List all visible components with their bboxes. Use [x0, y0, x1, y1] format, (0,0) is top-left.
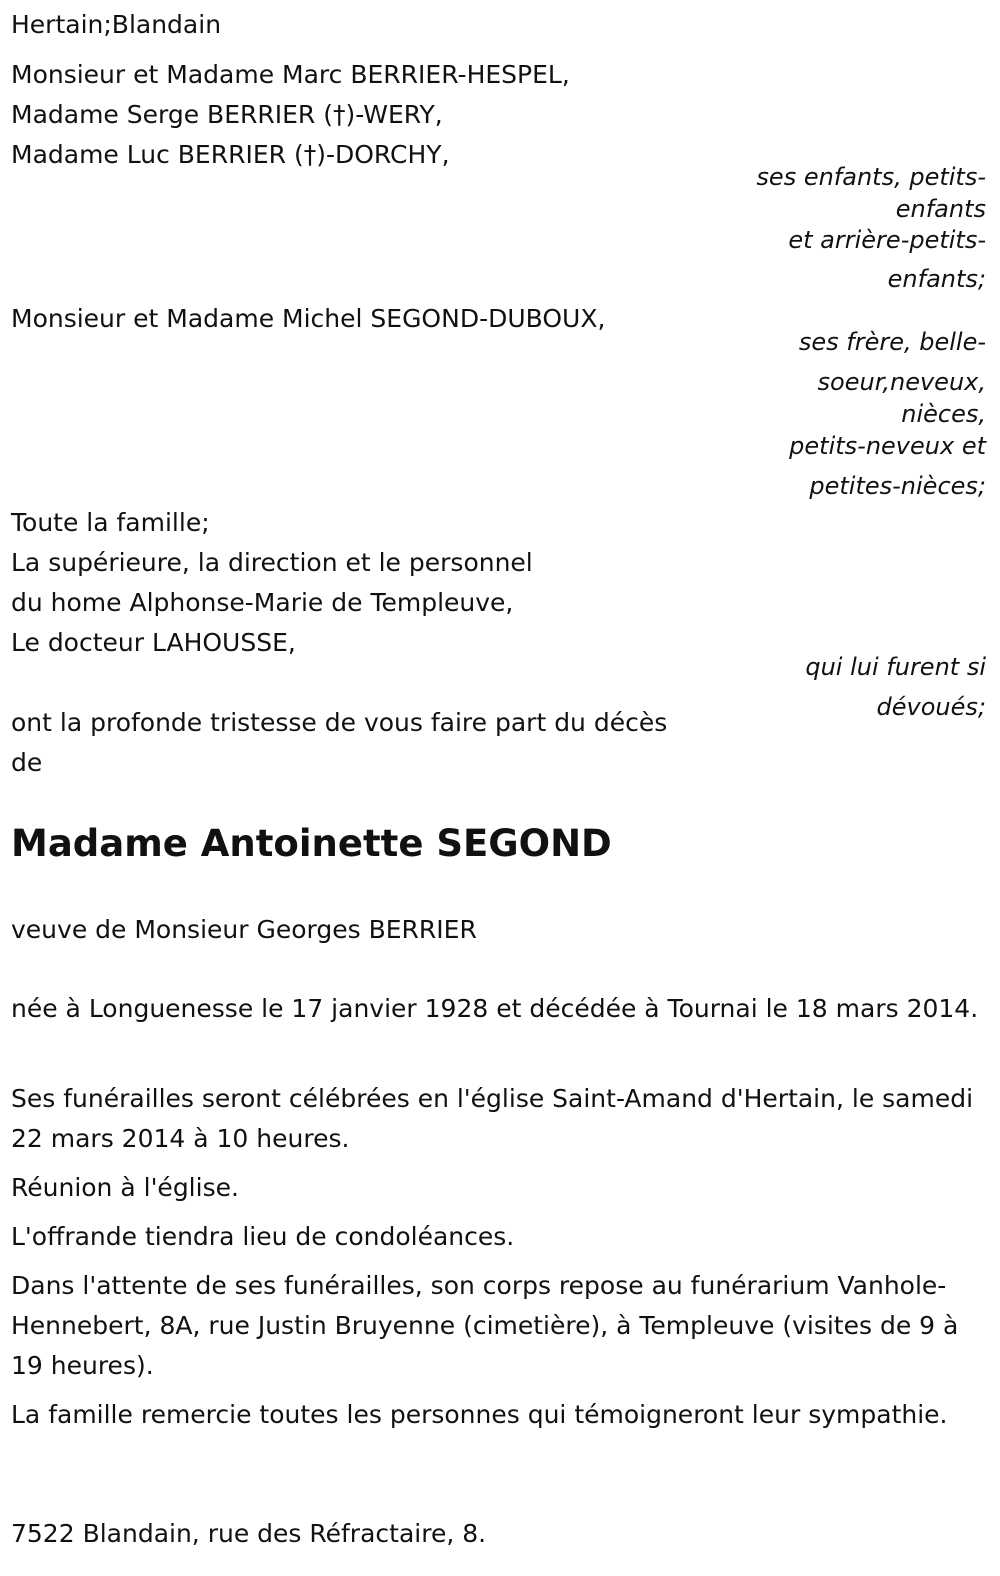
- relation-siblings: [789, 322, 986, 506]
- funeral-paragraph: Ses funérailles seront célébrées en l'église Saint-Amand d'Hertain, le samedi 22 mars 2014 à 10 heures.: [11, 1084, 974, 1153]
- place-header: Hertain;Blandain: [11, 10, 222, 39]
- relation-line: et arrière-petits-: [788, 226, 986, 254]
- family-group-siblings: [11, 299, 605, 339]
- relation-line: petites-nièces;: [809, 472, 986, 500]
- thanks-paragraph: La famille remercie toutes les personnes qui témoigneront leur sympathie.: [11, 1400, 948, 1429]
- wake-paragraph: Dans l'attente de ses funérailles, son corps repose au funérarium Vanhole-Hennebert, 8A, rue Justin Bruyenne (cimetière), à Templeuve (visites de 9 à 19 heures).: [11, 1271, 959, 1380]
- announcement-line: ont la profonde tristesse de vous faire part du décès: [11, 708, 668, 737]
- family-name-line: La supérieure, la direction et le personnel: [11, 548, 533, 577]
- family-name-line: Monsieur et Madame Marc BERRIER-HESPEL,: [11, 60, 570, 89]
- family-name-line: Toute la famille;: [11, 508, 210, 537]
- relation-line: dévoués;: [876, 693, 986, 721]
- relation-line: nièces,: [901, 400, 986, 428]
- relation-line: soeur,neveux,: [817, 368, 986, 396]
- family-name-line: Monsieur et Madame Michel SEGOND-DUBOUX,: [11, 304, 606, 333]
- address-line: 7522 Blandain, rue des Réfractaire, 8.: [11, 1519, 487, 1548]
- birth-death-paragraph: née à Longuenesse le 17 janvier 1928 et décédée à Tournai le 18 mars 2014.: [11, 994, 979, 1023]
- family-group-children: [11, 55, 570, 175]
- family-name-line: Madame Serge BERRIER (†)-WERY,: [11, 100, 443, 129]
- relation-line: enfants;: [887, 265, 986, 293]
- relation-others: [805, 647, 986, 727]
- relation-children: [756, 158, 986, 299]
- relation-line: ses enfants, petits-: [756, 163, 986, 191]
- family-name-line: Madame Luc BERRIER (†)-DORCHY,: [11, 140, 450, 169]
- spouse-line: veuve de Monsieur Georges BERRIER: [11, 915, 477, 944]
- relation-line: enfants: [895, 195, 986, 223]
- relation-line: petits-neveux et: [789, 432, 986, 460]
- announcement-line: de: [11, 748, 43, 777]
- family-name-line: Le docteur LAHOUSSE,: [11, 628, 296, 657]
- deceased-name: Madame Antoinette SEGOND: [11, 822, 612, 865]
- relation-line: ses frère, belle-: [798, 328, 986, 356]
- family-name-line: du home Alphonse-Marie de Templeuve,: [11, 588, 514, 617]
- announcement: [11, 703, 667, 783]
- offering-paragraph: L'offrande tiendra lieu de condoléances.: [11, 1222, 515, 1251]
- family-group-others: [11, 503, 533, 663]
- meeting-paragraph: Réunion à l'église.: [11, 1173, 239, 1202]
- relation-line: qui lui furent si: [805, 653, 986, 681]
